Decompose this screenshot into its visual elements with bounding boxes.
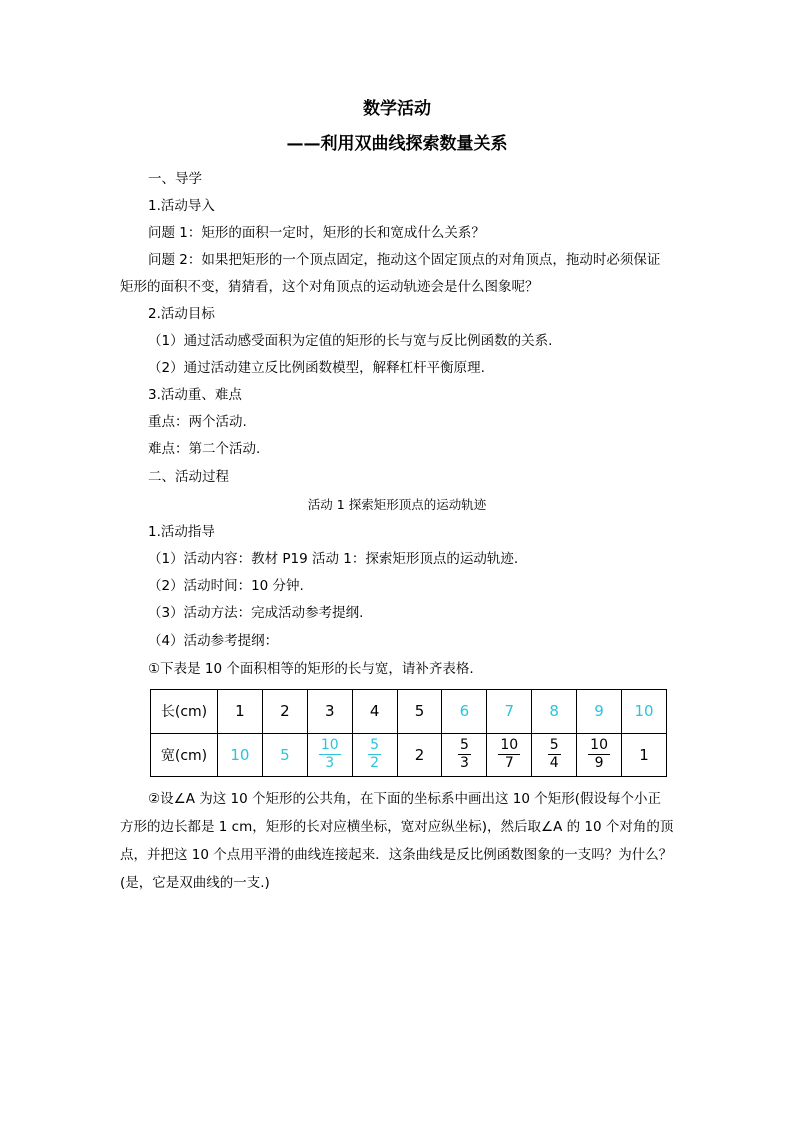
section-heading-process: 二、活动过程 xyxy=(148,469,229,485)
key-point: 重点：两个活动. xyxy=(148,414,247,430)
row-header-width: 宽(cm) xyxy=(151,733,218,777)
activity-content: （1）活动内容：教材 P19 活动 1：探索矩形顶点的运动轨迹. xyxy=(148,551,519,567)
fraction: $\frac{10}{3}$ xyxy=(320,737,339,772)
fraction: $\frac{5}{2}$ xyxy=(370,737,380,772)
goal-2: （2）通过活动建立反比例函数模型，解释杠杆平衡原理. xyxy=(148,360,485,376)
activity-time: （2）活动时间：10 分钟. xyxy=(148,578,304,594)
width-cell xyxy=(487,733,532,777)
item-activity-goals: 2.活动目标 xyxy=(148,306,215,322)
length-cell-answer: 10 xyxy=(622,690,667,734)
step-2-line-1: ②设∠A 为这 10 个矩形的公共角，在下面的坐标系中画出这 10 个矩形(假设每个小正 xyxy=(148,791,662,807)
difficult-point: 难点：第二个活动. xyxy=(148,441,261,457)
length-cell: 4 xyxy=(352,690,397,734)
question-2-line-1: 问题 2：如果把矩形的一个顶点固定，拖动这个固定顶点的对角顶点，拖动时必须保证 xyxy=(148,252,661,268)
length-cell: 5 xyxy=(397,690,442,734)
activity-outline: （4）活动参考提纲： xyxy=(148,633,279,649)
table-row-length xyxy=(151,690,667,734)
length-cell-answer: 9 xyxy=(577,690,622,734)
question-1: 问题 1：矩形的面积一定时，矩形的长和宽成什么关系？ xyxy=(148,225,485,241)
row-header-length: 长(cm) xyxy=(151,690,218,734)
step-2-line-3: 点，并把这 10 个点用平滑的曲线连接起来．这条曲线是反比例函数图象的一支吗？为什么？ xyxy=(120,847,673,863)
length-cell: 1 xyxy=(218,690,263,734)
activity-1-title: 活动 1 探索矩形顶点的运动轨迹 xyxy=(307,497,487,512)
width-cell: 2 xyxy=(397,733,442,777)
width-cell xyxy=(532,733,577,777)
goal-1: （1）通过活动感受面积为定值的矩形的长与宽与反比例函数的关系. xyxy=(148,333,553,349)
width-cell xyxy=(442,733,487,777)
width-cell-answer: 5 xyxy=(262,733,307,777)
length-cell-answer: 7 xyxy=(487,690,532,734)
step-2-line-2: 方形的边长都是 1 cm，矩形的长对应横坐标，宽对应纵坐标)，然后取∠A 的 10 个对角的顶 xyxy=(120,819,674,835)
width-cell-answer xyxy=(307,733,352,777)
width-cell-answer: 10 xyxy=(218,733,263,777)
step-2-answer: (是，它是双曲线的一支.) xyxy=(120,875,270,891)
fraction: $\frac{5}{4}$ xyxy=(549,737,559,772)
fraction: $\frac{5}{3}$ xyxy=(459,737,469,772)
item-key-points: 3.活动重、难点 xyxy=(148,387,242,403)
item-activity-intro: 1.活动导入 xyxy=(148,198,215,214)
fraction: $\frac{10}{9}$ xyxy=(590,737,608,772)
page-title: 数学活动 xyxy=(363,99,431,119)
table-row-width xyxy=(151,733,667,777)
fraction: $\frac{10}{7}$ xyxy=(500,737,519,772)
length-cell: 3 xyxy=(307,690,352,734)
length-cell-answer: 8 xyxy=(532,690,577,734)
width-cell: 1 xyxy=(622,733,667,777)
length-width-table xyxy=(150,689,667,777)
width-cell xyxy=(577,733,622,777)
section-heading-guide: 一、导学 xyxy=(148,171,202,187)
table-intro: ①下表是 10 个面积相等的矩形的长与宽，请补齐表格. xyxy=(148,661,474,677)
width-cell-answer xyxy=(352,733,397,777)
item-activity-guide: 1.活动指导 xyxy=(148,524,215,540)
question-2-line-2: 矩形的面积不变，猜猜看，这个对角顶点的运动轨迹会是什么图象呢？ xyxy=(120,279,539,295)
length-cell-answer: 6 xyxy=(442,690,487,734)
activity-method: （3）活动方法：完成活动参考提纲. xyxy=(148,605,364,621)
length-cell: 2 xyxy=(262,690,307,734)
page-subtitle: ——利用双曲线探索数量关系 xyxy=(286,134,508,154)
